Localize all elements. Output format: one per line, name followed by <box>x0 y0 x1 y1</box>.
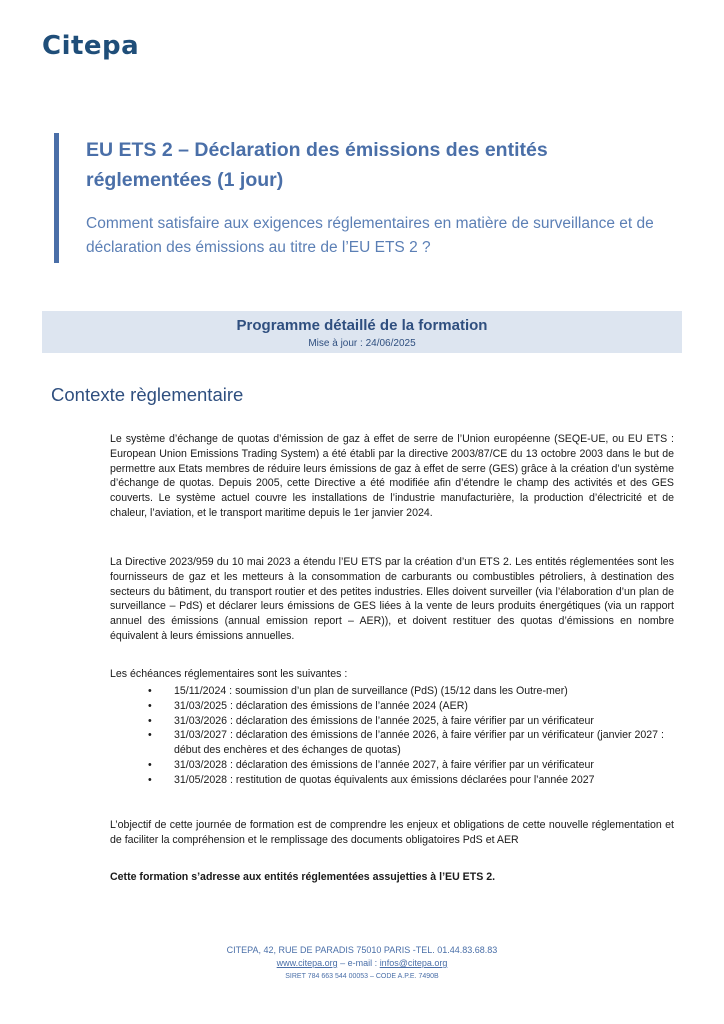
email-label: – e-mail : <box>337 958 380 968</box>
programme-banner <box>42 311 682 353</box>
document-subtitle: Comment satisfaire aux exigences réglementaires en matière de surveillance et de déclaration des émissions au titre de l’EU ETS 2 ? <box>86 215 654 256</box>
list-item: • 31/03/2026 : déclaration des émissions de l’année 2025, à faire vérifier par un vérificateur <box>110 714 674 729</box>
programme-title: Programme détaillé de la formation <box>236 317 488 334</box>
list-item: • 31/05/2028 : restitution de quotas équivalents aux émissions déclarées pour l’année 2027 <box>110 773 674 788</box>
footer-legal: SIRET 784 663 544 00053 – CODE A.P.E. 7490B <box>285 973 439 980</box>
paragraph-eu-ets-intro: Le système d’échange de quotas d’émission de gaz à effet de serre de l’Union européenne (SEQE-UE, ou EU ETS : European Union Emissions Trading System) a été établi par la directive 2003/87/CE du 13 octobre 2003 dans le but de permettre aux Etats membres de réduire leurs émissions de gaz à effet de serre (GES) grâce à la création d’un système d’échange de quotas. Depuis 2005, cette Directive a été modifiée afin d’étendre le champ des activités et des GES couverts. Le système actuel couvre les installations de l’industrie manufacturière, la production d’électricité et de chaleur, l’aviation, et le transport maritime depuis le 1er janvier 2024. <box>110 433 674 519</box>
footer-address: CITEPA, 42, RUE DE PARADIS 75010 PARIS -TEL. 01.44.83.68.83 <box>226 945 498 955</box>
list-item: • 31/03/2027 : déclaration des émissions de l’année 2026, à faire vérifier par un vérificateur (janvier 2027 : début des enchères et des échanges de quotas) <box>110 728 674 758</box>
paragraph-deadlines-intro: Les échéances réglementaires sont les suivantes : <box>110 668 348 680</box>
deadlines-list <box>110 684 674 788</box>
paragraph-audience: Cette formation s’adresse aux entités réglementées assujetties à l’EU ETS 2. <box>110 871 496 883</box>
page-footer <box>0 944 724 983</box>
list-item: • 15/11/2024 : soumission d’un plan de surveillance (PdS) (15/12 dans les Outre-mer) <box>110 684 674 699</box>
section-heading: Contexte règlementaire <box>51 384 244 405</box>
footer-contact <box>0 957 724 970</box>
paragraph-ets2-directive: La Directive 2023/959 du 10 mai 2023 a étendu l’EU ETS par la création d’un ETS 2. Les entités réglementées sont les fournisseurs de gaz et les metteurs à la consommation de carburants ou combustibles pétroliers, à destination des secteurs du bâtiment, du transport routier et des petites industries. Elles doivent surveiller (via l’élaboration d’un plan de surveillance – PdS) et déclarer leurs émissions de GES liées à la vente de leurs produits énergétiques (via un rapport annuel des émissions (annual emission report – AER)), et doivent restituer des quotas d’émissions en nombre équivalent à leurs émissions annuelles. <box>110 556 674 642</box>
email-link[interactable]: infos@citepa.org <box>379 958 448 968</box>
citepa-logo <box>42 28 139 64</box>
document-title: EU ETS 2 – Déclaration des émissions des entités réglementées (1 jour) <box>86 139 548 191</box>
paragraph-objective: L’objectif de cette journée de formation est de comprendre les enjeux et obligations de cette nouvelle réglementation et de faciliter la compréhension et le remplissage des documents obligatoires PdS et AER <box>110 819 674 846</box>
list-item: • 31/03/2028 : déclaration des émissions de l’année 2027, à faire vérifier par un vérificateur <box>110 758 674 773</box>
title-accent-bar <box>54 133 59 263</box>
website-link[interactable]: www.citepa.org <box>276 958 338 968</box>
logo-text: Citepa <box>42 31 140 61</box>
update-date: Mise à jour : 24/06/2025 <box>308 338 416 349</box>
list-item: • 31/03/2025 : déclaration des émissions de l’année 2024 (AER) <box>110 699 674 714</box>
